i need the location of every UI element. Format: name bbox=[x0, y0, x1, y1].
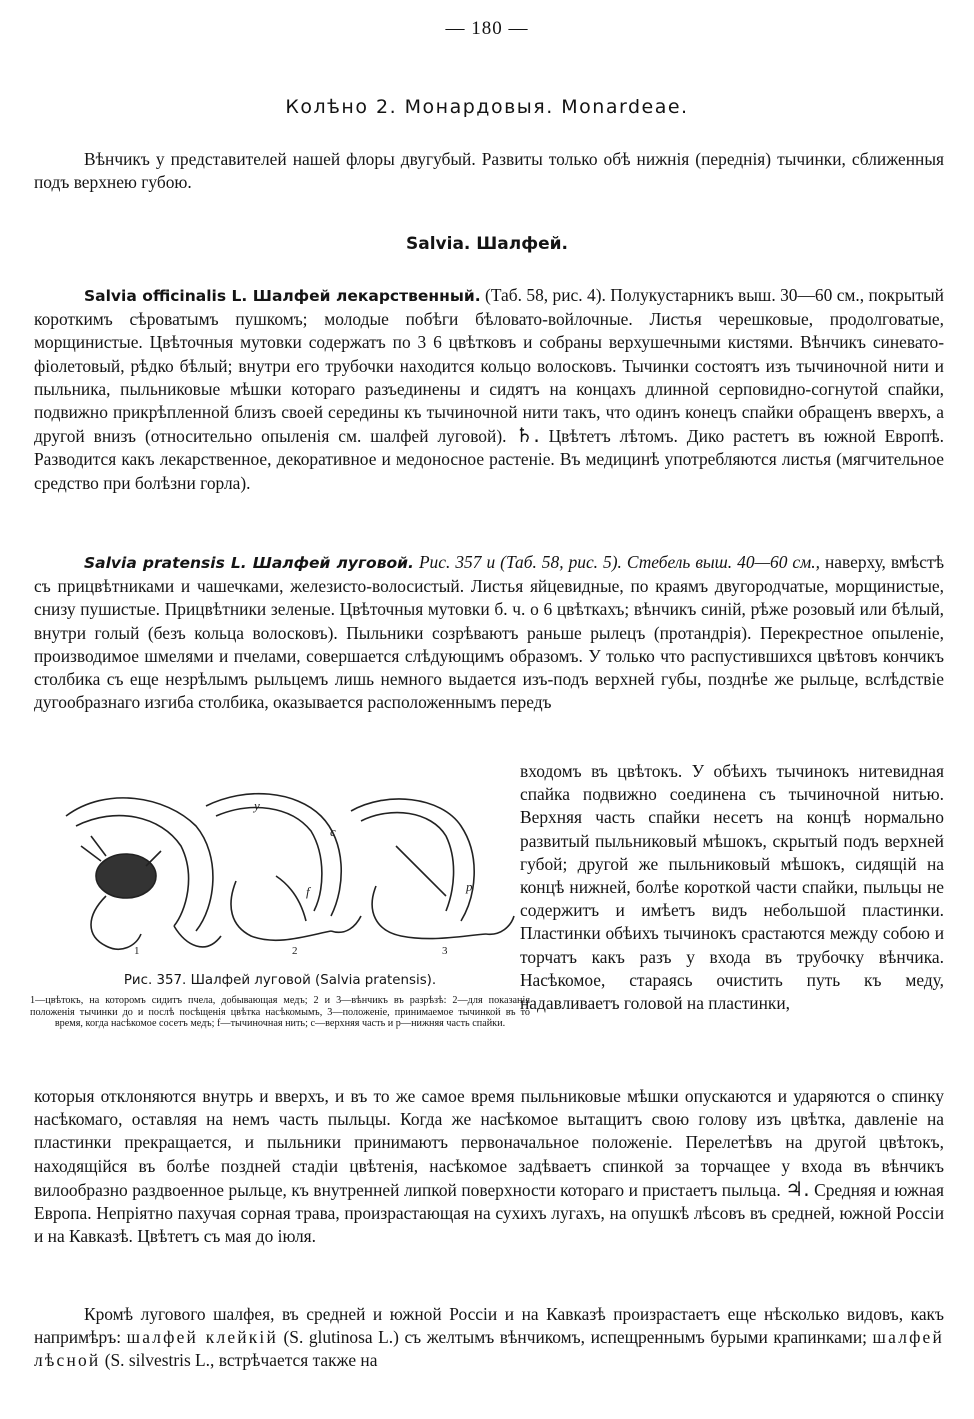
other-species-text-a: Кромѣ лугового шалфея, въ средней и южной Россіи и на Кавказѣ произрастаетъ еще нѣсколько видовъ, какъ напримѣръ: bbox=[34, 1304, 944, 1348]
fig2-letter-y: y bbox=[254, 798, 260, 813]
perennial-shrub-symbol: ♄. bbox=[515, 423, 540, 448]
figure-357 bbox=[46, 786, 526, 976]
species-pratensis-text-c: которыя отклоняются внутрь и вверхъ, и въ то же самое время пыльниковые мѣшки опускаются и ударяются о спинку насѣкомаго, оставляя на немъ часть пыльцы. Когда же насѣкомое вытащитъ свою голову изъ цвѣтка, давленіе на пластинки прекращается, и пыльники принимаютъ первоначальное положеніе. Перелетѣвъ на другой цвѣтокъ, находящійся въ болѣе поздней стадіи цвѣтенія, насѣкомое задѣваетъ спинкой за торчащее у входа въ вѣнчикъ вилообразно раздвоенное рыльце, къ внутренней липкой поверхности котораго и пристаетъ пыльца. bbox=[34, 1086, 944, 1200]
figure-legend: 1—цвѣтокъ, на которомъ сидитъ пчела, добывающая медъ; 2 и 3—вѣнчикъ въ разрѣзѣ: 2—для показанія положенія тычинки до и послѣ посѣщенія цвѣтка насѣкомымъ, 3—положеніе, принимаемое тычинкой въ то время, когда насѣкомое сосетъ медъ; f—тычиночная нить; c—верхняя часть и p—нижняя часть спайки. bbox=[30, 995, 530, 1030]
species-pratensis-ref: Рис. 357 и (Таб. 58, рис. 5). Стебель выш. 40—60 см., bbox=[418, 552, 820, 572]
section-title: Колѣно 2. Монардовыя. Monardeae. bbox=[285, 96, 689, 118]
species-officinalis-text-a: (Таб. 58, рис. 4). Полукустарникъ выш. 30—60 см., покрытый короткимъ сѣроватымъ пушкомъ; молодые побѣги бѣловато-войлочные. Листья черешковые, продолговатые, морщинистые. Цвѣточныя мутовки содержатъ по 3 6 цвѣтковъ и собраны верхушечными кистями. Вѣнчикъ синевато-фіолетовый, рѣдко бѣлый; внутри его трубочки находится кольцо волосковъ. Тычинки состоятъ изъ тычиночной нити и пыльника, пыльниковые мѣшки котораго разъединены и сидятъ на концахъ длинной серповидно-согнутой спайки, подвижно прикрѣпленной близъ своей середины къ тычиночной нити такъ, что одинъ конецъ спайки обращенъ вверхъ, а другой внизъ (относительно опыленія см. шалфей луговой). bbox=[34, 285, 944, 447]
species-silvestris-name: шалфей лѣсной bbox=[34, 1327, 944, 1371]
species-pratensis-paragraph bbox=[34, 551, 944, 714]
fig2-letter-c: c bbox=[330, 824, 336, 839]
fig2-connective bbox=[276, 876, 306, 921]
species-pratensis-text-b: входомъ въ цвѣтокъ. У обѣихъ тычинокъ нитевидная спайка подвижно соединена съ тычиночной нитью. Верхняя часть спайки несетъ на концѣ нормально развитый пыльниковый мѣшокъ, скрытый подъ верхней губой; другой же пыльниковый мѣшокъ, сидящій на концѣ нижней, болѣе короткой части спайки, пыльцы не содержитъ и имѣетъ видъ небольшой пластинки. Пластинки обѣихъ тычинокъ срастаются между собою и торчатъ какъ разъ у входа въ трубочку вѣнчика. Насѣкомое, стараясь очистить путь къ меду, надавливаетъ головой на пластинки, bbox=[520, 761, 944, 1014]
fig1-lower-lip bbox=[91, 896, 141, 949]
species-glutinosa-name: шалфей клейкій bbox=[126, 1327, 278, 1348]
fig3-letter-p: p bbox=[466, 879, 473, 894]
species-pratensis-name: Salvia pratensis L. Шалфей луговой. bbox=[84, 554, 414, 572]
species-pratensis-continuation bbox=[34, 1085, 944, 1248]
species-officinalis-name: Salvia officinalis L. Шалфей лекарственный. bbox=[84, 287, 481, 305]
fig-label-1: 1 bbox=[134, 945, 140, 957]
intro-text: Вѣнчикъ у представителей нашей флоры двугубый. Развиты только обѣ нижнія (переднія) тычинки, сближенныя подъ верхнею губою. bbox=[34, 149, 944, 193]
salvia-flower-illustration bbox=[46, 786, 526, 976]
species-pratensis-text-a: наверху, вмѣстѣ съ прицвѣтниками и чашечками, железисто-волосистый. Листья яйцевидные, по краямъ двугородчатые, морщинистые, снизу пушистые. Прицвѣтники зеленые. Цвѣточныя мутовки б. ч. о 6 цвѣткахъ; вѣнчикъ синій, рѣже розовый или бѣлый, внутри голый (безъ кольца волосковъ). Пыльники созрѣваютъ раньше рылецъ (протандрія). Перекрестное опыленіе, производимое шмелями и пчелами, совершается слѣдующимъ образомъ. У только что распустившихся цвѣтовъ кончикъ столбика съ еще незрѣлымъ рыльцемъ лишь немного выдается изъ-подъ верхней губы, позднѣе же рыльце, вслѣдствіе дугообразнаго изгиба столбика, оказывается расположеннымъ передъ bbox=[34, 552, 945, 713]
fig-label-2: 2 bbox=[292, 945, 298, 957]
figure-caption: Рис. 357. Шалфей луговой (Salvia pratensis). bbox=[123, 973, 437, 988]
fig-label-3: 3 bbox=[442, 945, 448, 957]
species-pratensis-column bbox=[520, 760, 944, 1015]
fig3-tube bbox=[486, 916, 514, 934]
fig2-lower-lip bbox=[231, 881, 331, 940]
species-officinalis-paragraph bbox=[34, 284, 944, 495]
species-pratensis-text-d: Средняя и южная Европа. Непріятно пахучая сорная трава, произрастающая на сухихъ лугахъ, на опушкѣ лѣсовъ въ средней, южной Россіи и на Кавказѣ. Цвѣтетъ съ мая до іюля. bbox=[34, 1179, 944, 1247]
intro-paragraph bbox=[34, 148, 944, 194]
fig3-connective bbox=[396, 846, 446, 896]
fig3-stamen bbox=[361, 813, 454, 911]
page-number: — 180 — bbox=[445, 18, 529, 39]
perennial-herb-symbol: ♃. bbox=[785, 1176, 810, 1201]
other-species-text-b: (S. glutinosa L.) съ желтымъ вѣнчикомъ, испещреннымъ бурыми крапинками; bbox=[283, 1327, 867, 1348]
fig1-bee bbox=[96, 854, 156, 898]
other-species-text-c: (S. silvestris L., встрѣчается также на bbox=[104, 1350, 378, 1371]
fig2-tube bbox=[331, 916, 361, 932]
species-officinalis-text-b: Цвѣтетъ лѣтомъ. Дико растетъ въ южной Европѣ. Разводится какъ лекарственное, декоративное и медоносное растеніе. Въ медицинѣ употребляются листья (мягчительное средство при болѣзни горла). bbox=[34, 426, 944, 493]
genus-heading: Salvia. Шалфей. bbox=[406, 234, 568, 254]
other-species-paragraph bbox=[34, 1303, 944, 1373]
fig2-letter-f: f bbox=[306, 884, 310, 899]
